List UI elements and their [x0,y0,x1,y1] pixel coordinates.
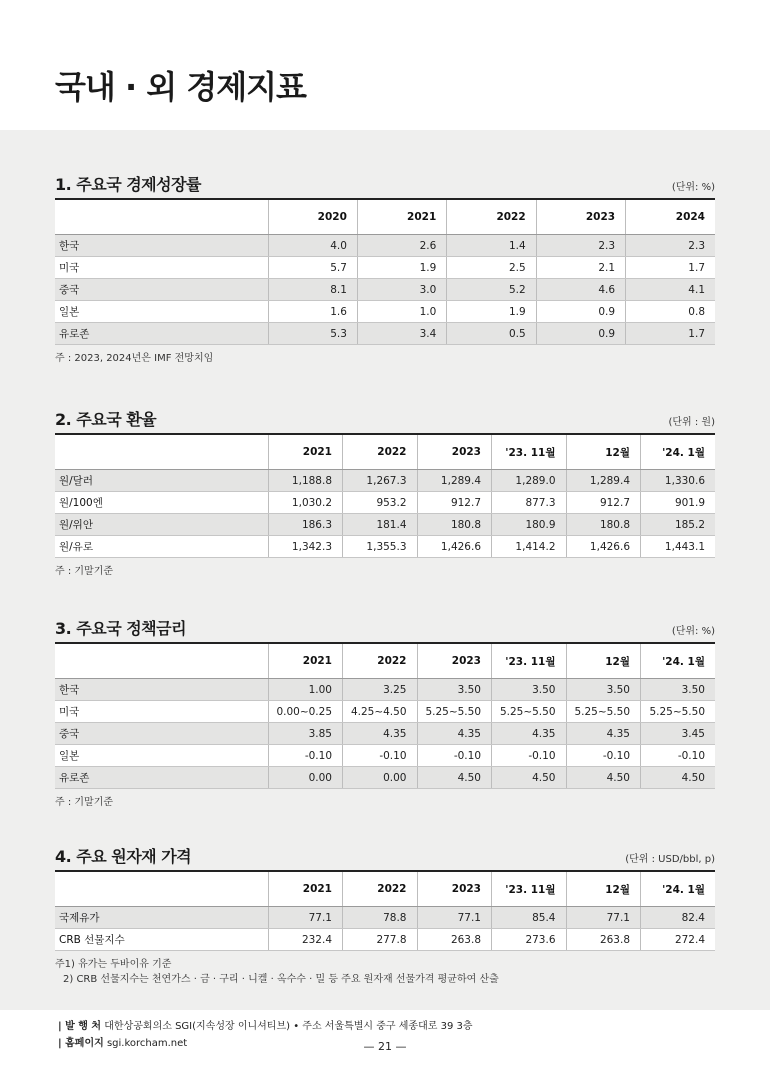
section-commodity-price [55,845,715,987]
unit-label: (단위: %) [671,182,715,193]
column-header: 2023 [536,199,625,235]
table-cell: 77.1 [268,907,343,929]
table-note [55,351,715,366]
table-cell: 2.6 [357,235,446,257]
table-cell: 0.9 [536,301,625,323]
table-cell: 5.2 [447,279,536,301]
table-row [55,235,715,257]
row-label: 중국 [55,723,268,745]
table-cell: 5.3 [268,323,357,345]
table-cell: 77.1 [566,907,641,929]
table-cell: 82.4 [641,907,716,929]
table-cell: 1,426.6 [566,536,641,558]
data-table [55,198,715,345]
column-header: 2022 [343,434,418,470]
column-header: '23. 11월 [492,434,567,470]
row-label: 원/유로 [55,536,268,558]
table-cell: 277.8 [343,929,418,951]
data-table [55,870,715,951]
table-cell: 3.50 [417,679,492,701]
table-cell: 181.4 [343,514,418,536]
table-cell: 912.7 [417,492,492,514]
column-header: '24. 1월 [641,871,716,907]
table-cell: -0.10 [343,745,418,767]
table-cell: 2.3 [626,235,715,257]
column-header: 2023 [417,434,492,470]
row-label: 미국 [55,701,268,723]
table-row [55,907,715,929]
table-cell: 4.35 [343,723,418,745]
row-label: 미국 [55,257,268,279]
table-cell: 3.4 [357,323,446,345]
table-cell: 3.50 [641,679,716,701]
footer-homepage-link[interactable]: sgi.korcham.net [106,1038,188,1049]
section-exchange-rate [55,408,715,579]
table-row [55,301,715,323]
page-title: 국내 · 외 경제지표 [55,68,306,106]
table-cell: 1,330.6 [641,470,716,492]
table-row [55,723,715,745]
note-line: 주 : 2023, 2024년은 IMF 전망치임 [55,353,214,364]
row-label: 원/위안 [55,514,268,536]
table-cell: 273.6 [492,929,567,951]
column-header [55,871,268,907]
table-cell: 901.9 [641,492,716,514]
table-cell: 4.50 [566,767,641,789]
table-row [55,767,715,789]
table-cell: 1,289.0 [492,470,567,492]
column-header: 2022 [343,643,418,679]
table-cell: 0.00 [268,767,343,789]
table-cell: 3.85 [268,723,343,745]
table-cell: 877.3 [492,492,567,514]
row-label: 원/달러 [55,470,268,492]
column-header: '24. 1월 [641,643,716,679]
table-cell: 232.4 [268,929,343,951]
table-cell: 5.25~5.50 [641,701,716,723]
table-cell: 4.25~4.50 [343,701,418,723]
table-cell: 180.8 [566,514,641,536]
column-header: 2021 [357,199,446,235]
column-header [55,199,268,235]
column-header: 2020 [268,199,357,235]
section-title: 1. 주요국 경제성장률 [55,175,201,194]
row-label: 일본 [55,301,268,323]
table-cell: 2.3 [536,235,625,257]
table-row [55,514,715,536]
column-header [55,643,268,679]
note-line: 주 : 기말기준 [55,797,114,808]
table-cell: 1,355.3 [343,536,418,558]
section-header [55,845,715,867]
column-header [55,434,268,470]
table-cell: 953.2 [343,492,418,514]
table-cell: -0.10 [566,745,641,767]
column-header: 2021 [268,871,343,907]
table-cell: 3.50 [492,679,567,701]
table-row [55,745,715,767]
table-cell: 1.00 [268,679,343,701]
section-policy-rate [55,617,715,810]
table-cell: 4.35 [417,723,492,745]
table-cell: 1,426.6 [417,536,492,558]
table-cell: 1,188.8 [268,470,343,492]
table-cell: 85.4 [492,907,567,929]
table-cell: 272.4 [641,929,716,951]
table-cell: 4.1 [626,279,715,301]
column-header: 12월 [566,871,641,907]
table-cell: 0.8 [626,301,715,323]
table-cell: 1,030.2 [268,492,343,514]
table-cell: 1,414.2 [492,536,567,558]
table-cell: 186.3 [268,514,343,536]
table-note [55,957,715,987]
column-header: 2021 [268,643,343,679]
table-cell: 180.8 [417,514,492,536]
table-cell: 1.7 [626,323,715,345]
row-label: CRB 선물지수 [55,929,268,951]
table-cell: 1.4 [447,235,536,257]
footer-publisher-line [58,1018,718,1035]
page-number: — 21 — [363,1040,407,1053]
data-table [55,642,715,789]
table-cell: 3.25 [343,679,418,701]
table-row [55,279,715,301]
header-row [55,199,715,235]
table-note [55,564,715,579]
table-cell: 4.35 [492,723,567,745]
table-cell: 180.9 [492,514,567,536]
section-header [55,408,715,430]
table-cell: 5.25~5.50 [492,701,567,723]
table-cell: 5.7 [268,257,357,279]
column-header: 2024 [626,199,715,235]
column-header: '24. 1월 [641,434,716,470]
note-line: 주 : 기말기준 [55,566,114,577]
unit-label: (단위 : 원) [668,417,715,428]
column-header: 2023 [417,871,492,907]
table-cell: 1,342.3 [268,536,343,558]
column-header: 2022 [447,199,536,235]
table-row [55,679,715,701]
section-title: 3. 주요국 정책금리 [55,619,187,638]
row-label: 한국 [55,679,268,701]
table-cell: -0.10 [268,745,343,767]
section-title: 4. 주요 원자재 가격 [55,847,192,866]
footer-publisher-text: 대한상공회의소 SGI(지속성장 이니셔티브) • 주소 서울특별시 중구 세종대로 39 3층 [104,1021,473,1032]
table-row [55,257,715,279]
section-title: 2. 주요국 환율 [55,410,157,429]
row-label: 중국 [55,279,268,301]
table-cell: 1,289.4 [417,470,492,492]
unit-label: (단위: %) [671,626,715,637]
footer-publisher-label: | 발 행 처 [58,1021,102,1032]
table-cell: 912.7 [566,492,641,514]
column-header: '23. 11월 [492,871,567,907]
table-cell: 3.50 [566,679,641,701]
table-cell: 0.00~0.25 [268,701,343,723]
table-cell: 4.35 [566,723,641,745]
row-label: 유로존 [55,323,268,345]
table-row [55,492,715,514]
header-row [55,871,715,907]
unit-label: (단위 : USD/bbl, p) [625,854,715,865]
row-label: 원/100엔 [55,492,268,514]
table-cell: 4.0 [268,235,357,257]
table-cell: 4.50 [641,767,716,789]
table-cell: 1,443.1 [641,536,716,558]
section-header [55,173,715,195]
row-label: 국제유가 [55,907,268,929]
table-cell: 3.45 [641,723,716,745]
table-cell: 4.50 [492,767,567,789]
table-cell: 8.1 [268,279,357,301]
table-cell: 263.8 [417,929,492,951]
note-line: 2) CRB 선물지수는 천연가스 · 금 · 구리 · 니켈 · 옥수수 · 밀 등 주요 원자재 선물가격 평균하여 산출 [63,974,499,985]
table-cell: 263.8 [566,929,641,951]
table-cell: 78.8 [343,907,418,929]
table-cell: -0.10 [641,745,716,767]
table-cell: 1.9 [447,301,536,323]
table-row [55,323,715,345]
header-row [55,434,715,470]
header-row [55,643,715,679]
section-header [55,617,715,639]
section-growth-rate [55,173,715,366]
table-cell: 185.2 [641,514,716,536]
column-header: 12월 [566,643,641,679]
table-cell: 1,267.3 [343,470,418,492]
table-cell: 77.1 [417,907,492,929]
table-cell: 4.50 [417,767,492,789]
table-cell: 0.00 [343,767,418,789]
table-cell: 0.9 [536,323,625,345]
table-row [55,536,715,558]
table-cell: 3.0 [357,279,446,301]
column-header: 2021 [268,434,343,470]
column-header: 2023 [417,643,492,679]
table-row [55,929,715,951]
column-header: 12월 [566,434,641,470]
column-header: '23. 11월 [492,643,567,679]
row-label: 일본 [55,745,268,767]
table-cell: 2.1 [536,257,625,279]
table-note [55,795,715,810]
footer-homepage-label: | 홈페이지 [58,1038,104,1049]
table-row [55,470,715,492]
row-label: 한국 [55,235,268,257]
table-cell: 1.7 [626,257,715,279]
row-label: 유로존 [55,767,268,789]
table-cell: -0.10 [417,745,492,767]
table-cell: 1.6 [268,301,357,323]
table-cell: 5.25~5.50 [566,701,641,723]
column-header: 2022 [343,871,418,907]
table-cell: -0.10 [492,745,567,767]
data-table [55,433,715,558]
table-cell: 4.6 [536,279,625,301]
table-cell: 0.5 [447,323,536,345]
table-cell: 1,289.4 [566,470,641,492]
table-cell: 1.0 [357,301,446,323]
note-line: 주1) 유가는 두바이유 기준 [55,959,172,970]
table-row [55,701,715,723]
table-cell: 1.9 [357,257,446,279]
table-cell: 5.25~5.50 [417,701,492,723]
table-cell: 2.5 [447,257,536,279]
